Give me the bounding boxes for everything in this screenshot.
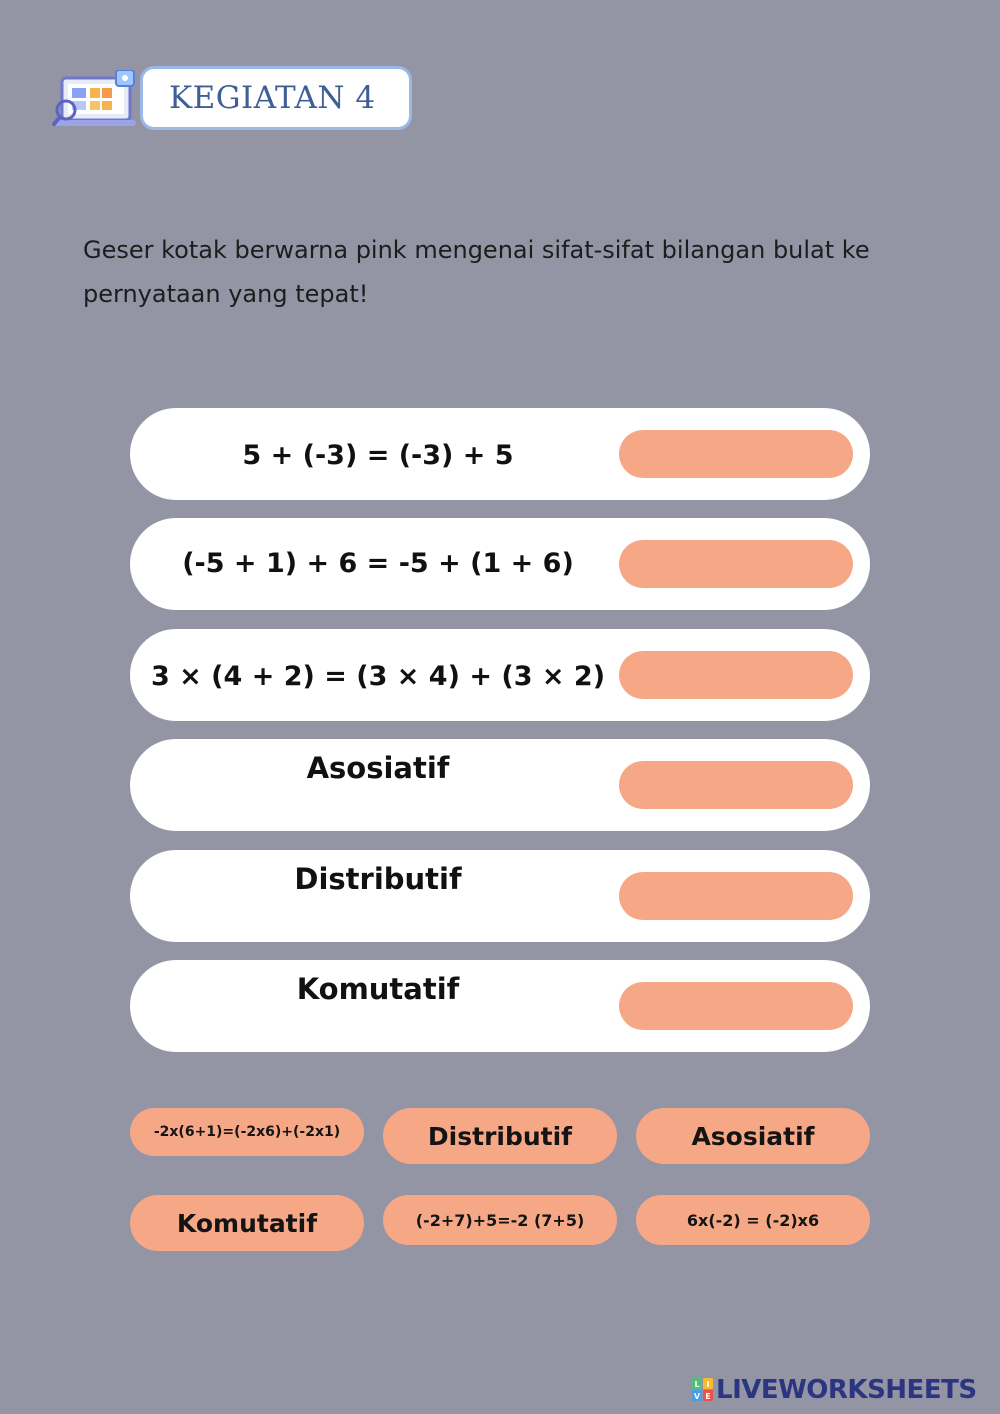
computer-dashboard-icon bbox=[52, 70, 138, 130]
logo-letter-e: E bbox=[705, 1392, 711, 1401]
statement-row-5 bbox=[130, 850, 870, 942]
statement-row-2 bbox=[130, 518, 870, 610]
brand-name: LIVEWORKSHEETS bbox=[716, 1375, 977, 1405]
liveworksheets-logo-icon bbox=[692, 1378, 714, 1402]
drop-slot-1[interactable] bbox=[619, 430, 853, 478]
drop-slot-4[interactable] bbox=[619, 761, 853, 809]
draggable-chip-komutatif[interactable]: Komutatif bbox=[130, 1195, 364, 1251]
drop-slot-3[interactable] bbox=[619, 651, 853, 699]
instruction-text: Geser kotak berwarna pink mengenai sifat-sifat bilangan bulat ke pernyataan yang tepat! bbox=[83, 236, 870, 308]
drop-slot-2[interactable] bbox=[619, 540, 853, 588]
header bbox=[52, 66, 422, 136]
logo-letter-v: V bbox=[693, 1392, 701, 1401]
statement-label: Distributif bbox=[294, 862, 462, 896]
logo-letter-l: L bbox=[694, 1380, 700, 1389]
draggable-chip-distributif[interactable]: Distributif bbox=[383, 1108, 617, 1164]
drop-slot-5[interactable] bbox=[619, 872, 853, 920]
statement-label: 3 × (4 + 2) = (3 × 4) + (3 × 2) bbox=[150, 661, 606, 692]
draggable-chip-commutative-example[interactable]: 6x(-2) = (-2)x6 bbox=[636, 1195, 870, 1245]
page-title: KEGIATAN 4 bbox=[169, 80, 376, 116]
statement-row-6 bbox=[130, 960, 870, 1052]
statement-row-3 bbox=[130, 629, 870, 721]
drop-slot-6[interactable] bbox=[619, 982, 853, 1030]
statement-label: 5 + (-3) = (-3) + 5 bbox=[242, 440, 514, 471]
logo-letter-i: I bbox=[706, 1380, 710, 1389]
statement-label: (-5 + 1) + 6 = -5 + (1 + 6) bbox=[182, 548, 574, 579]
title-box bbox=[140, 66, 412, 130]
statement-row-1 bbox=[130, 408, 870, 500]
draggable-chip-distributive-example[interactable]: -2x(6+1)=(-2x6)+(-2x1) bbox=[130, 1108, 364, 1156]
draggable-chip-asosiatif[interactable]: Asosiatif bbox=[636, 1108, 870, 1164]
statement-row-4 bbox=[130, 739, 870, 831]
brand-logo bbox=[692, 1372, 977, 1408]
statement-label: Komutatif bbox=[296, 972, 460, 1006]
statement-label: Asosiatif bbox=[306, 751, 450, 785]
draggable-chip-associative-example[interactable]: (-2+7)+5=-2 (7+5) bbox=[383, 1195, 617, 1245]
